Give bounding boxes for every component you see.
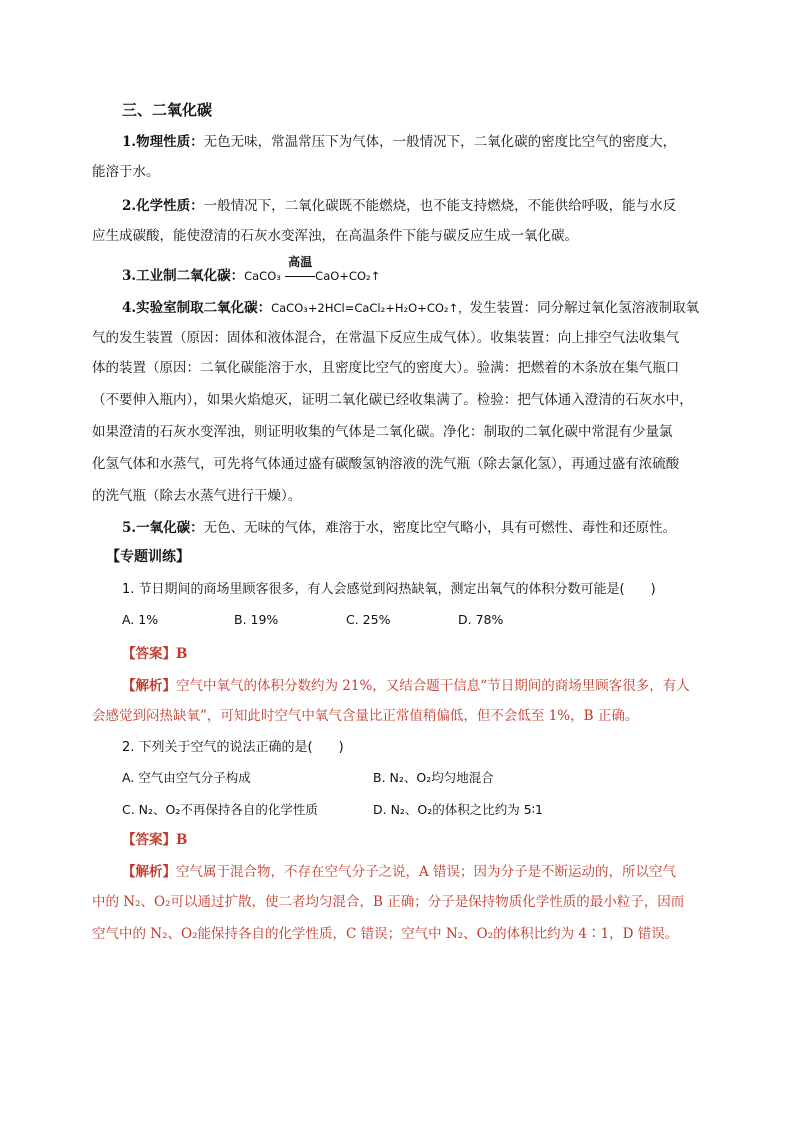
paragraph-lab-line5: 如果澄清的石灰水变浑浊，则证明收集的气体是二氧化碳。净化：制取的二氧化碳中常混有少量氯 — [92, 424, 673, 440]
chemical-label: 2.化学性质： — [122, 198, 204, 214]
industrial-reactant: CaCO₃ — [244, 269, 281, 283]
condition-label: 高温 — [288, 255, 313, 269]
reaction-condition-arrow — [285, 255, 315, 286]
q2-analysis-line2: 中的 N₂、O₂可以通过扩散，使二者均匀混合，B 正确；分子是保持物质化学性质的最小粒子，因而 — [92, 894, 685, 910]
q2-analysis-line1 — [122, 862, 742, 882]
paragraph-physical-line2: 能溶于水。 — [92, 164, 160, 180]
lab-label: 4.实验室制取二氧化碳： — [122, 300, 272, 316]
q2-answer — [122, 830, 742, 850]
q2-option-c: C. N₂、O₂不再保持各自的化学性质 — [122, 802, 318, 817]
q1-option-c: C. 25% — [346, 612, 391, 627]
co-text: 无色、无味的气体，难溶于水，密度比空气略小，具有可燃性、毒性和还原性。 — [203, 520, 677, 536]
q1-option-b: B. 19% — [234, 612, 279, 627]
paragraph-lab-line7: 的洗气瓶（除去水蒸气进行干燥）。 — [92, 488, 302, 504]
paragraph-lab-line6: 化氢气体和水蒸气，可先将气体通过盛有碳酸氢钠溶液的洗气瓶（除去氯化氢），再通过盛有浓硫酸 — [92, 456, 680, 472]
q2-stem: 2. 下列关于空气的说法正确的是( ) — [122, 740, 344, 755]
paragraph-lab-line2: 气的发生装置（原因：固体和液体混合，在常温下反应生成气体）。收集装置：向上排空气法收集气 — [92, 330, 680, 346]
q2-analysis-text: 空气属于混合物，不存在空气分子之说，A 错误；因为分子是不断运动的，所以空气 — [176, 864, 677, 880]
paragraph-lab-line3: 体的装置（原因：二氧化碳能溶于水，且密度比空气的密度大）。验满：把燃着的木条放在集气瓶口 — [92, 360, 680, 376]
q1-analysis-line1 — [122, 676, 742, 696]
lab-text: 发生装置：同分解过氧化氢溶液制取氧 — [469, 300, 700, 316]
physical-text: 无色无味，常温常压下为气体，一般情况下，二氧化碳的密度比空气的密度大， — [203, 134, 677, 150]
q2-option-a: A. 空气由空气分子构成 — [122, 770, 251, 785]
chemical-text: 一般情况下，二氧化碳既不能燃烧，也不能支持燃烧，不能供给呼吸，能与水反 — [203, 198, 677, 214]
q1-stem: 1. 节日期间的商场里顾客很多，有人会感觉到闷热缺氧，测定出氧气的体积分数可能是( ) — [122, 582, 656, 597]
q1-answer-value: B — [176, 646, 188, 662]
paragraph-chemical-line2: 应生成碳酸，能使澄清的石灰水变浑浊，在高温条件下能与碳反应生成一氧化碳。 — [92, 228, 578, 244]
q1-option-d: D. 78% — [458, 612, 504, 627]
q1-answer — [122, 644, 742, 664]
q2-option-d: D. N₂、O₂的体积之比约为 5∶1 — [373, 802, 543, 817]
q1-analysis-label: 【解析】 — [122, 678, 176, 694]
q1-analysis-text: 空气中氧气的体积分数约为 21%，又结合题干信息“节日期间的商场里顾客很多，有人 — [176, 678, 690, 694]
paragraph-chemical-line1 — [122, 196, 742, 216]
paragraph-physical-line1 — [122, 132, 742, 152]
section-title: 三、二氧化碳 — [122, 101, 213, 119]
co-label: 5.一氧化碳： — [122, 520, 204, 536]
q2-option-b: B. N₂、O₂均匀地混合 — [373, 770, 494, 785]
q1-answer-label: 【答案】 — [122, 646, 176, 662]
physical-label: 1.物理性质： — [122, 134, 204, 150]
lab-equation: CaCO₃+2HCl=CaCl₂+H₂O+CO₂↑， — [271, 301, 470, 315]
paragraph-industrial — [122, 255, 742, 286]
training-title: 【专题训练】 — [106, 549, 190, 565]
paragraph-lab-line4: （不要伸入瓶内），如果火焰熄灭，证明二氧化碳已经收集满了。检验：把气体通入澄清的石灰水中， — [92, 392, 693, 408]
industrial-product: CaO+CO₂↑ — [315, 269, 381, 283]
q2-analysis-line3: 空气中的 N₂、O₂能保持各自的化学性质，C 错误；空气中 N₂、O₂的体积比约为 4∶1，D 错误。 — [92, 926, 679, 942]
q1-analysis-line2: 会感觉到闷热缺氧”，可知此时空气中氧气含量比正常值稍偏低，但不会低至 1%，B 正确。 — [92, 708, 639, 724]
paragraph-co — [122, 518, 742, 538]
q2-answer-value: B — [176, 832, 188, 848]
industrial-label: 3.工业制二氧化碳： — [122, 268, 245, 284]
q2-analysis-label: 【解析】 — [122, 864, 176, 880]
paragraph-lab-line1 — [122, 298, 742, 318]
q2-answer-label: 【答案】 — [122, 832, 176, 848]
q1-option-a: A. 1% — [122, 612, 159, 627]
